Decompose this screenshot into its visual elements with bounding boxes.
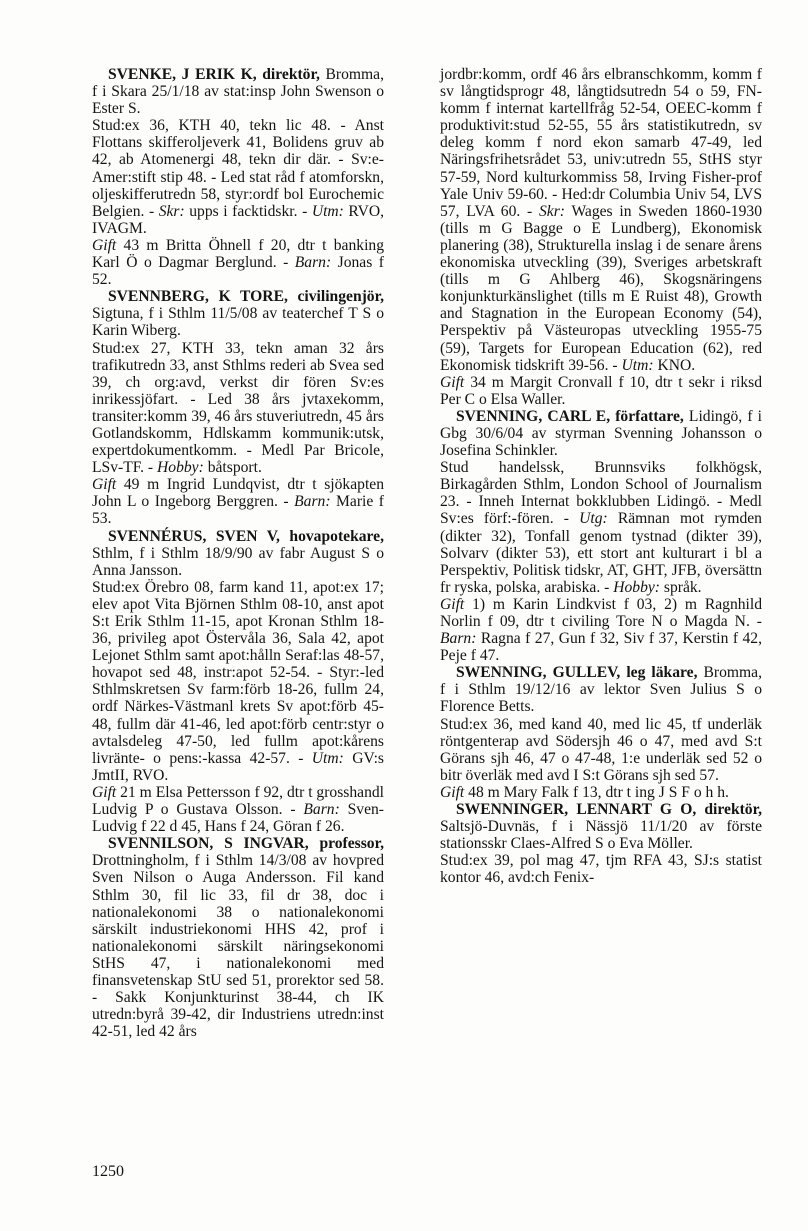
entry-paragraph [440, 784, 762, 801]
right-column [440, 66, 762, 887]
entry-paragraph [440, 716, 762, 784]
field-label: Skr: [158, 202, 185, 220]
entry-paragraph [440, 596, 762, 664]
field-label: Gift [92, 236, 117, 254]
entry-name: SVENNÉRUS, SVEN V, hovapotekare, [108, 527, 384, 545]
field-label: Hobby: [613, 578, 660, 596]
entry-paragraph [92, 476, 384, 527]
entry-text: 48 m Mary Falk f 13, dtr t ing J S F o h h. [464, 783, 729, 801]
entry-heading [440, 408, 762, 459]
entry-text: 34 m Margit Cronvall f 10, dtr t sekr i riksd Per C o Elsa Waller. [440, 373, 762, 408]
entry-heading [440, 664, 762, 715]
field-label: Gift [92, 476, 117, 494]
entry-text: 21 m Elsa Pettersson f 92, dtr t grosshandl Ludvig P o Gustava Olsson. - [92, 783, 384, 819]
entry-text: Sigtuna, f i Sthlm 11/5/08 av teaterchef T S o Karin Wiberg. [92, 305, 384, 340]
entry-text: Jonas f 52. [92, 254, 384, 289]
entry-paragraph [440, 852, 762, 886]
entry-text: upps i facktidskr. - [184, 202, 312, 220]
entry-text: 49 m Ingrid Lundqvist, dtr t sjökapten John L o Ingeborg Berggren. - [92, 476, 384, 511]
field-label: Barn: [294, 254, 332, 272]
entry-text: KNO. [653, 356, 696, 374]
entry-text: Stud:ex 27, KTH 33, tekn aman 32 års trafikutredn 33, anst Sthlms rederi ab Svea sed 39, ch org:avd, verkst dir fören Sv:es inrikessjöfart. - Led 38 års jvtaxekomm, transiter:komm 39, 46 års stuveriutredn, 45 års Gotlandskomm, Hdlskamm kommunik:utsk, expertdokumentkomm. - Medl Par Bricole, LSv-TF. - [92, 339, 384, 477]
entry-paragraph [440, 374, 762, 408]
entry-continuation [440, 66, 762, 408]
entry-name: SWENNING, GULLEV, leg läkare, [456, 664, 704, 682]
entry-heading [92, 835, 384, 1040]
biography-entry [92, 835, 384, 1040]
entry-name: SWENNINGER, LENNART G O, direktör, [456, 801, 762, 819]
entry-text: Drottningholm, f i Sthlm 14/3/08 av hovpred Sven Nilson o Auga Andersson. Fil kand Sthlm 30, fil lic 33, fil dr 38, doc i nationalekonomi 38 o nationalekonomi särskilt industriekonomi HHS 42, prof i nationalekonomi särskilt näringsekonomi StHS 47, i nationalekonomi med finansvetenskap StU sed 51, prorektor sed 58. - Sakk Konjunkturinst 38-44, ch IK utredn:byrå 39-42, dir Industriens utredn:inst 42-51, led 42 års [92, 852, 384, 1041]
field-label: Barn: [294, 493, 331, 511]
entry-text: Rämnan mot rymden (dikter 32), Tonfall genom tystnad (dikter 39), Solvarv (dikter 53), ett stort ant kulturart i bl a Perspektiv, Politisk tidskr, AT, GHT, JFB, översättn fr ryska, polska, arabiska. - [440, 510, 762, 596]
entry-text: Saltsjö-Duvnäs, f i Nässjö 11/1/20 av förste stationsskr Claes-Alfred S o Eva Möller. [440, 818, 762, 853]
entry-text: Sthlm, f i Sthlm 18/9/90 av fabr August S o Anna Jansson. [92, 544, 384, 579]
field-label: Barn: [303, 801, 340, 819]
entry-text: GV:s JmtII, RVO. [92, 749, 384, 784]
entry-paragraph [440, 66, 762, 374]
entry-text: 43 m Britta Öhnell f 20, dtr t banking Karl Ö o Dagmar Berglund. - [92, 236, 384, 272]
field-label: Gift [440, 373, 465, 391]
entry-text: Stud:ex Örebro 08, farm kand 11, apot:ex 17; elev apot Vita Björnen Sthlm 08-10, anst apot S:t Erik Sthlm 11-15, apot Kronan Sthlm 18-36, privileg apot Östervåla 36, Sala 42, apot Lejonet Sthlm samt apot:hålln Seraf:las 48-57, hovapot sed 48, instr:apot 52-54. - Styr:-led Sthlmskretsen Sv farm:förb 18-26, fullm 24, ordf Närkes-Västmanl krets Sv apot:förb 45-48, fullm där 41-46, led apot:förb centr:styr o avtalsdeleg 47-50, led fullm apot:kårens livränte- o pens:-kassa 42-57. - [92, 578, 384, 767]
biography-entry [92, 528, 384, 836]
left-column [92, 66, 384, 1040]
field-label: Utm: [621, 356, 654, 374]
entry-text: Ragna f 27, Gun f 32, Siv f 37, Kerstin f 42, Peje f 47. [440, 630, 762, 665]
entry-text: Stud handelssk, Brunnsviks folkhögsk, Birkagården Sthlm, London School of Journalism 23. - Inneh Internat bokklubben Lidingö. - Medl Sv:es förf:-fören. - [440, 459, 762, 528]
entry-text: språk. [660, 578, 702, 596]
entry-text: Stud:ex 39, pol mag 47, tjm RFA 43, SJ:s statist kontor 46, avd:ch Fenix- [440, 852, 762, 887]
entry-paragraph [92, 784, 384, 835]
entry-text: Wages in Sweden 1860-1930 (tills m G Bagge o E Lundberg), Ekonomisk planering (38), Strukturella inslag i de senare årens ekonomiska utveckling (39), Sveriges arbetskraft (tills m G Ahlberg 46), Skogsnäringens konjunkturkänslighet (tills m E Ruist 48), Growth and Stagnation in the European Economy (54), Perspektiv på Västeuropas utveckling 1955-75 (59), Targets for European Education (62), red Ekonomisk tidskrift 39-56. - [440, 202, 762, 374]
entry-text: Bromma, f i Skara 25/1/18 av stat:insp John Swenson o Ester S. [92, 66, 384, 118]
field-label: Utg: [579, 510, 608, 528]
entry-paragraph [440, 459, 762, 596]
biography-entry [440, 408, 762, 664]
field-label: Hobby: [157, 459, 204, 477]
entry-heading [92, 66, 384, 117]
entry-text: Sven-Ludvig f 22 d 45, Hans f 24, Göran f 26. [92, 801, 385, 836]
field-label: Utm: [311, 749, 344, 767]
entry-name: SVENNBERG, K TORE, civilingenjör, [108, 288, 384, 306]
entry-text: Stud:ex 36, KTH 40, tekn lic 48. - Anst Flottans skifferoljeverk 41, Bolidens gruv ab 42, ab Atomenergi 48, tekn dir där. - Sv:e-Amer:stift stip 48. - Led stat råd f atomforskn, oljeskifferutredn 58, styr:ordf bol Eurochemic Belgien. - [92, 117, 384, 220]
biography-entry [440, 801, 762, 886]
field-label: Gift [92, 783, 117, 801]
entry-heading [440, 801, 762, 852]
biography-entry [92, 66, 384, 288]
entry-text: Marie f 53. [92, 493, 384, 528]
entry-paragraph [92, 340, 384, 477]
field-label: Gift [440, 783, 465, 801]
entry-text: RVO, IVAGM. [92, 202, 384, 237]
entry-heading [92, 288, 384, 339]
biography-entry [92, 288, 384, 527]
entry-name: SVENNING, CARL E, författare, [456, 407, 689, 425]
field-label: Gift [440, 595, 465, 613]
entry-text: Stud:ex 36, med kand 40, med lic 45, tf underläk röntgenterap avd Södersjh 46 o 47, med avd S:t Görans sjh 46, 47 o 47-48, 1:e underläk sed 52 o bitr överläk med avd I S:t Görans sjh sed 57. [440, 715, 762, 784]
page-number: 1250 [92, 1163, 124, 1180]
entry-text: Bromma, f i Sthlm 19/12/16 av lektor Sven Julius S o Florence Betts. [440, 664, 762, 716]
entry-heading [92, 528, 384, 579]
entry-paragraph [92, 237, 384, 288]
entry-text: Lidingö, f i Gbg 30/6/04 av styrman Svenning Johansson o Josefina Schinkler. [440, 407, 762, 460]
entry-text: 1) m Karin Lindkvist f 03, 2) m Ragnhild Norlin f 09, dtr t civiling Tore N o Magda N. - [440, 595, 762, 630]
entry-paragraph [92, 117, 384, 237]
field-label: Barn: [440, 630, 477, 648]
entry-name: SVENNILSON, S INGVAR, professor, [108, 835, 384, 853]
entry-paragraph [92, 579, 384, 784]
entry-name: SVENKE, J ERIK K, direktör, [108, 66, 326, 83]
field-label: Utm: [311, 202, 344, 220]
entry-text: båtsport. [203, 459, 262, 477]
biography-entry [440, 664, 762, 801]
entry-text: jordbr:komm, ordf 46 års elbranschkomm, komm f sv långtidsprogr 48, långtidsutredn 54 o 59, FN-komm f internat kartellfråg 52-54, OEEC-komm f produktivit:stud 52-55, 55 års statistikutredn, sv deleg komm f nord ekon samarb 47-49, led Näringsfrihetsrådet 53, univ:utredn 55, StHS styr 57-59, Nord kulturkommiss 58, Irving Fisher-prof Yale Univ 59-60. - Hed:dr Columbia Univ 54, LVS 57, LVA 60. - [440, 66, 762, 220]
field-label: Skr: [538, 202, 565, 220]
